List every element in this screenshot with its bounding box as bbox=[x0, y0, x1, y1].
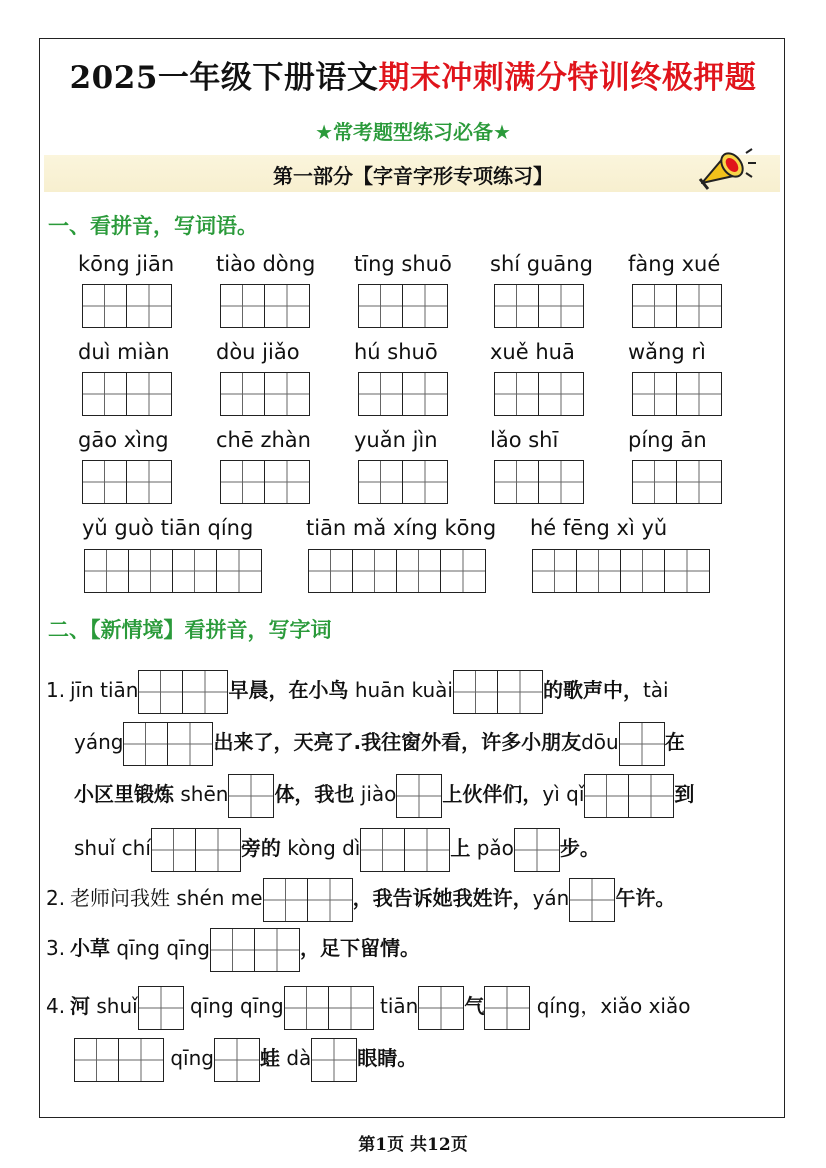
answer-grid[interactable] bbox=[220, 372, 310, 416]
pinyin-label: duì miàn bbox=[78, 340, 170, 364]
answer-grid[interactable] bbox=[632, 284, 722, 328]
answer-grid[interactable] bbox=[151, 828, 241, 872]
pinyin-label: tiào dòng bbox=[216, 252, 316, 276]
answer-grid[interactable] bbox=[214, 1038, 260, 1082]
answer-grid[interactable] bbox=[532, 549, 710, 593]
answer-grid[interactable] bbox=[228, 774, 274, 818]
title-black: 2025一年级下册语文 bbox=[69, 60, 379, 96]
q4-line2: qīng 蛙 dà 眼睛。 bbox=[46, 1036, 417, 1082]
pinyin-label: yuǎn jìn bbox=[354, 428, 438, 452]
answer-grid[interactable] bbox=[619, 722, 665, 766]
q2-line: 2. 老师问我姓 shén me ，我告诉她我姓许，yán 午许。 bbox=[46, 876, 675, 922]
answer-grid[interactable] bbox=[138, 670, 228, 714]
answer-grid[interactable] bbox=[311, 1038, 357, 1082]
answer-grid[interactable] bbox=[358, 372, 448, 416]
answer-grid[interactable] bbox=[84, 549, 262, 593]
q1-line3: 小区里锻炼 shēn 体，我也 jiào 上伙伴们，yì qǐ 到 bbox=[46, 772, 694, 818]
title-red: 期末冲刺满分特训终极押题 bbox=[378, 60, 757, 96]
answer-grid[interactable] bbox=[284, 986, 374, 1030]
answer-grid[interactable] bbox=[210, 928, 300, 972]
megaphone-icon bbox=[694, 143, 760, 195]
answer-grid[interactable] bbox=[358, 284, 448, 328]
answer-grid[interactable] bbox=[358, 460, 448, 504]
q1-line4: shuǐ chí 旁的 kòng dì 上 pǎo 步。 bbox=[46, 826, 600, 872]
answer-grid[interactable] bbox=[494, 460, 584, 504]
section1-heading: 一、看拼音，写词语。 bbox=[48, 214, 258, 238]
answer-grid[interactable] bbox=[494, 284, 584, 328]
answer-grid[interactable] bbox=[632, 460, 722, 504]
pinyin-label: tiān mǎ xíng kōng bbox=[306, 516, 497, 540]
pinyin-label: kōng jiān bbox=[78, 252, 175, 276]
pinyin-label: lǎo shī bbox=[490, 428, 559, 452]
section2-heading: 二、【新情境】看拼音，写字词 bbox=[48, 618, 332, 642]
pinyin-label: píng ān bbox=[628, 428, 707, 452]
answer-grid[interactable] bbox=[263, 878, 353, 922]
q1-line2: yáng 出来了，天亮了.我往窗外看，许多小朋友dōu 在 bbox=[46, 720, 685, 766]
page-footer: 第1页 共12页 bbox=[358, 1135, 468, 1155]
answer-grid[interactable] bbox=[632, 372, 722, 416]
answer-grid[interactable] bbox=[514, 828, 560, 872]
answer-grid[interactable] bbox=[584, 774, 674, 818]
q3-line: 3. 小草 qīng qīng ，足下留情。 bbox=[46, 926, 420, 972]
answer-grid[interactable] bbox=[123, 722, 213, 766]
answer-grid[interactable] bbox=[308, 549, 486, 593]
pinyin-label: hú shuō bbox=[354, 340, 438, 364]
answer-grid[interactable] bbox=[138, 986, 184, 1030]
page-title bbox=[0, 52, 826, 97]
pinyin-label: yǔ guò tiān qíng bbox=[82, 516, 254, 540]
pinyin-label: chē zhàn bbox=[216, 428, 311, 452]
answer-grid[interactable] bbox=[74, 1038, 164, 1082]
pinyin-label: gāo xìng bbox=[78, 428, 169, 452]
pinyin-label: dòu jiǎo bbox=[216, 340, 300, 364]
subtitle: ★常考题型练习必备★ bbox=[315, 120, 511, 144]
pinyin-label: fàng xué bbox=[628, 252, 721, 276]
q4-line1: 4. 河 shuǐ qīng qīng tiān 气 qíng，xiǎo xiǎo bbox=[46, 984, 690, 1030]
answer-grid[interactable] bbox=[82, 372, 172, 416]
answer-grid[interactable] bbox=[396, 774, 442, 818]
pinyin-label: wǎng rì bbox=[628, 340, 706, 364]
answer-grid[interactable] bbox=[569, 878, 615, 922]
pinyin-label: tīng shuō bbox=[354, 252, 452, 276]
pinyin-label: xuě huā bbox=[490, 340, 575, 364]
answer-grid[interactable] bbox=[220, 284, 310, 328]
answer-grid[interactable] bbox=[360, 828, 450, 872]
answer-grid[interactable] bbox=[484, 986, 530, 1030]
answer-grid[interactable] bbox=[418, 986, 464, 1030]
part-title: 第一部分【字音字形专项练习】 bbox=[273, 164, 553, 188]
q1-line1: 1. jīn tiān 早晨，在小鸟 huān kuài 的歌声中，tài bbox=[46, 668, 669, 714]
answer-grid[interactable] bbox=[82, 460, 172, 504]
pinyin-label: shí guāng bbox=[490, 252, 593, 276]
answer-grid[interactable] bbox=[82, 284, 172, 328]
answer-grid[interactable] bbox=[494, 372, 584, 416]
answer-grid[interactable] bbox=[453, 670, 543, 714]
answer-grid[interactable] bbox=[220, 460, 310, 504]
pinyin-label: hé fēng xì yǔ bbox=[530, 516, 668, 540]
